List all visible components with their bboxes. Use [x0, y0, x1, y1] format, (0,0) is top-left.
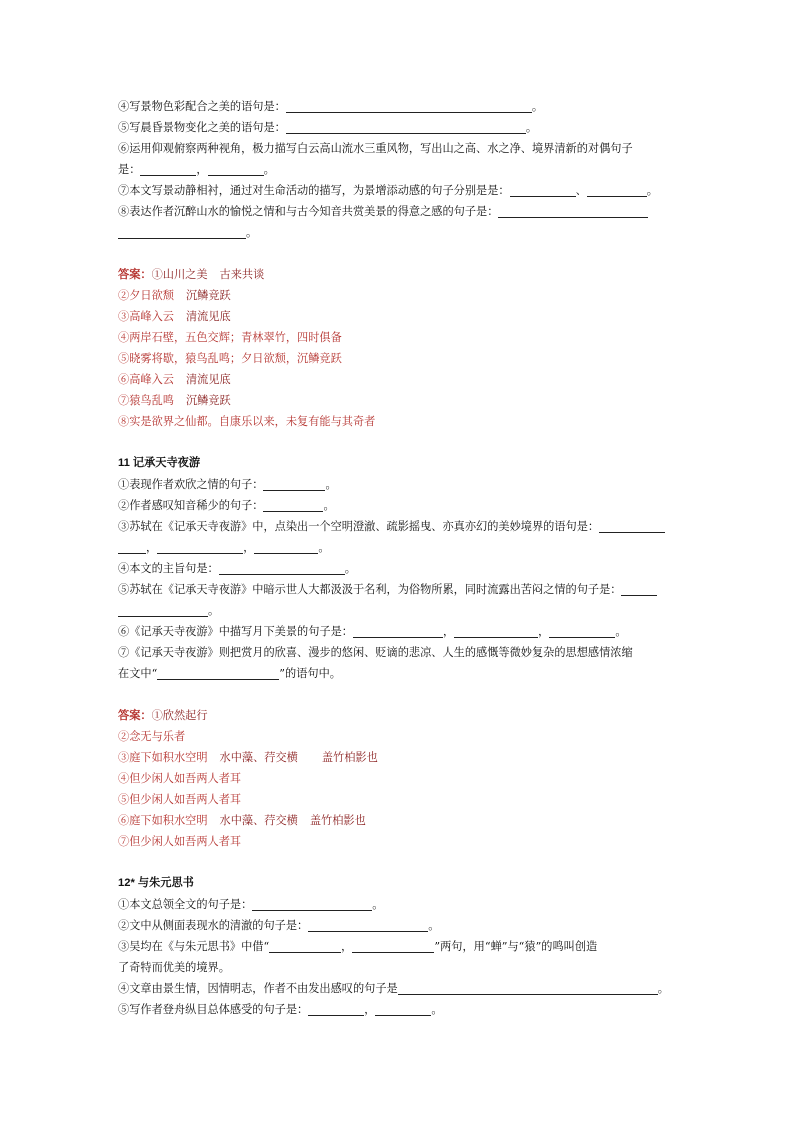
- question-line: ④本文的主旨句是： 。: [118, 562, 356, 575]
- answer-blank[interactable]: [286, 99, 532, 113]
- question-text: ④写景物色彩配合之美的语句是：: [118, 100, 286, 113]
- question-line: 了奇特而优美的境界。: [118, 961, 230, 974]
- answer-blank[interactable]: [140, 162, 196, 176]
- question-line: ①本文总领全文的句子是： 。: [118, 898, 384, 911]
- section-heading: 11 记承天寺夜游: [118, 457, 201, 469]
- answer-line: ⑦但少闲人如吾两人者耳: [118, 835, 242, 848]
- answer-blank[interactable]: [375, 1002, 431, 1016]
- question-line: ②文中从侧面表现水的清澈的句子是： 。: [118, 919, 440, 932]
- question-text: 是：: [118, 163, 141, 176]
- section-heading: 12* 与朱元思书: [118, 877, 194, 889]
- question-line: [118, 138, 678, 159]
- answer-blank[interactable]: [308, 1002, 364, 1016]
- question-line: ⑤苏轼在《记承天寺夜游》中暗示世人大都汲汲于名利，为俗物所累，同时流露出苦闷之情的句子是：: [118, 579, 678, 600]
- question-text: ⑦本文写景动静相衬，通过对生命活动的描写，为景增添动感的句子分别是是：: [118, 184, 510, 197]
- question-line: ①表现作者欢欣之情的句子： 。: [118, 478, 337, 491]
- question-line: 在文中“ ”的语句中。: [118, 667, 341, 680]
- answer-blank[interactable]: [252, 897, 372, 911]
- answer-blank[interactable]: [621, 582, 657, 596]
- answer-blank[interactable]: [263, 477, 325, 491]
- answer-blank[interactable]: [352, 939, 434, 953]
- answer-blank[interactable]: [549, 624, 615, 638]
- question-line: 是： ， 。: [118, 163, 275, 176]
- answer-line: ⑧实是欲界之仙都。自康乐以来，未复有能与其奇者: [118, 415, 376, 428]
- answer-line: ⑥庭下如积水空明 水中藻、荇交横 盖竹柏影也: [118, 814, 366, 827]
- answer-blank[interactable]: [286, 120, 526, 134]
- answer-blank[interactable]: [454, 624, 538, 638]
- answer-line: ②夕日欲颓 沉鳞竞跃: [118, 289, 231, 302]
- answer-blank[interactable]: [498, 204, 648, 218]
- answer-blank[interactable]: [118, 540, 146, 554]
- answer-blank[interactable]: [118, 225, 246, 239]
- question-line: ③苏轼在《记承天寺夜游》中，点染出一个空明澄澈、疏影摇曳、亦真亦幻的美妙境界的语句是：: [118, 516, 678, 537]
- question-line: ④文章由景生情，因情明志，作者不由发出感叹的句子是 。: [118, 982, 669, 995]
- question-line: 。: [118, 600, 678, 621]
- answer-label: 答案：: [118, 269, 152, 281]
- answer-line: ④两岸石壁，五色交辉；青林翠竹，四时俱备: [118, 331, 342, 344]
- answer-line: ②念无与乐者: [118, 730, 186, 743]
- question-text: ⑧表达作者沉醉山水的愉悦之情和与古今知音共赏美景的得意之感的句子是：: [118, 205, 499, 218]
- answer-line: ⑦猿鸟乱鸣 沉鳞竞跃: [118, 394, 231, 407]
- answer-blank[interactable]: [599, 519, 665, 533]
- question-line: ⑤写晨昏景物变化之美的语句是： 。: [118, 121, 538, 134]
- answer-line: ⑤但少闲人如吾两人者耳: [118, 793, 242, 806]
- answer-blank[interactable]: [308, 918, 428, 932]
- answer-blank[interactable]: [269, 939, 341, 953]
- question-line: ⑥《记承天寺夜游》中描写月下美景的句子是： ， ， 。: [118, 625, 627, 638]
- question-line: ③吴均在《与朱元思书》中借“ ， ”两句，用“蝉”与“猿”的鸣叫创造: [118, 940, 598, 953]
- answer-line: ⑥高峰入云 清流见底: [118, 373, 231, 386]
- question-line: ④写景物色彩配合之美的语句是： 。: [118, 100, 544, 113]
- question-line: ⑦本文写景动静相衬，通过对生命活动的描写，为景增添动感的句子分别是是： 、 。: [118, 184, 658, 197]
- question-line: ⑦《记承天寺夜游》则把赏月的欣喜、漫步的悠闲、贬谪的悲凉、人生的感慨等微妙复杂的思想感情浓缩: [118, 646, 633, 659]
- answer-line: ④但少闲人如吾两人者耳: [118, 772, 242, 785]
- answer-blank[interactable]: [510, 183, 576, 197]
- answer-line: ③高峰入云 清流见底: [118, 310, 231, 323]
- question-line: 。: [118, 222, 678, 243]
- answer-blank[interactable]: [254, 540, 318, 554]
- answer-blank[interactable]: [118, 603, 208, 617]
- question-line: ， ， 。: [118, 537, 678, 558]
- question-line: ⑤写作者登舟纵目总体感受的句子是： ， 。: [118, 1003, 443, 1016]
- answer-blank[interactable]: [157, 666, 279, 680]
- answer-label: 答案：: [118, 710, 152, 722]
- answer-blank[interactable]: [208, 162, 264, 176]
- answer-blank[interactable]: [587, 183, 647, 197]
- answer-blank[interactable]: [157, 540, 243, 554]
- answer-line: ③庭下如积水空明 水中藻、荇交横 盖竹柏影也: [118, 751, 378, 764]
- answer-line: ⑤晓雾将歇，猿鸟乱鸣；夕日欲颓，沉鳞竞跃: [118, 352, 342, 365]
- document-page: [118, 96, 678, 1020]
- question-text: ⑥运用仰观俯察两种视角，极力描写白云高山流水三重风物，写出山之高、水之净、境界清新的对偶句子: [118, 142, 633, 155]
- answer-blank[interactable]: [398, 981, 658, 995]
- answer-blank[interactable]: [263, 498, 323, 512]
- question-line: [118, 201, 678, 222]
- question-text: ⑤写晨昏景物变化之美的语句是：: [118, 121, 286, 134]
- question-line: ②作者感叹知音稀少的句子： 。: [118, 499, 335, 512]
- answer-blank[interactable]: [353, 624, 443, 638]
- answer-line: 答案：①山川之美 古来共谈: [118, 268, 265, 281]
- answer-line: 答案：①欣然起行: [118, 709, 208, 722]
- answer-blank[interactable]: [219, 561, 345, 575]
